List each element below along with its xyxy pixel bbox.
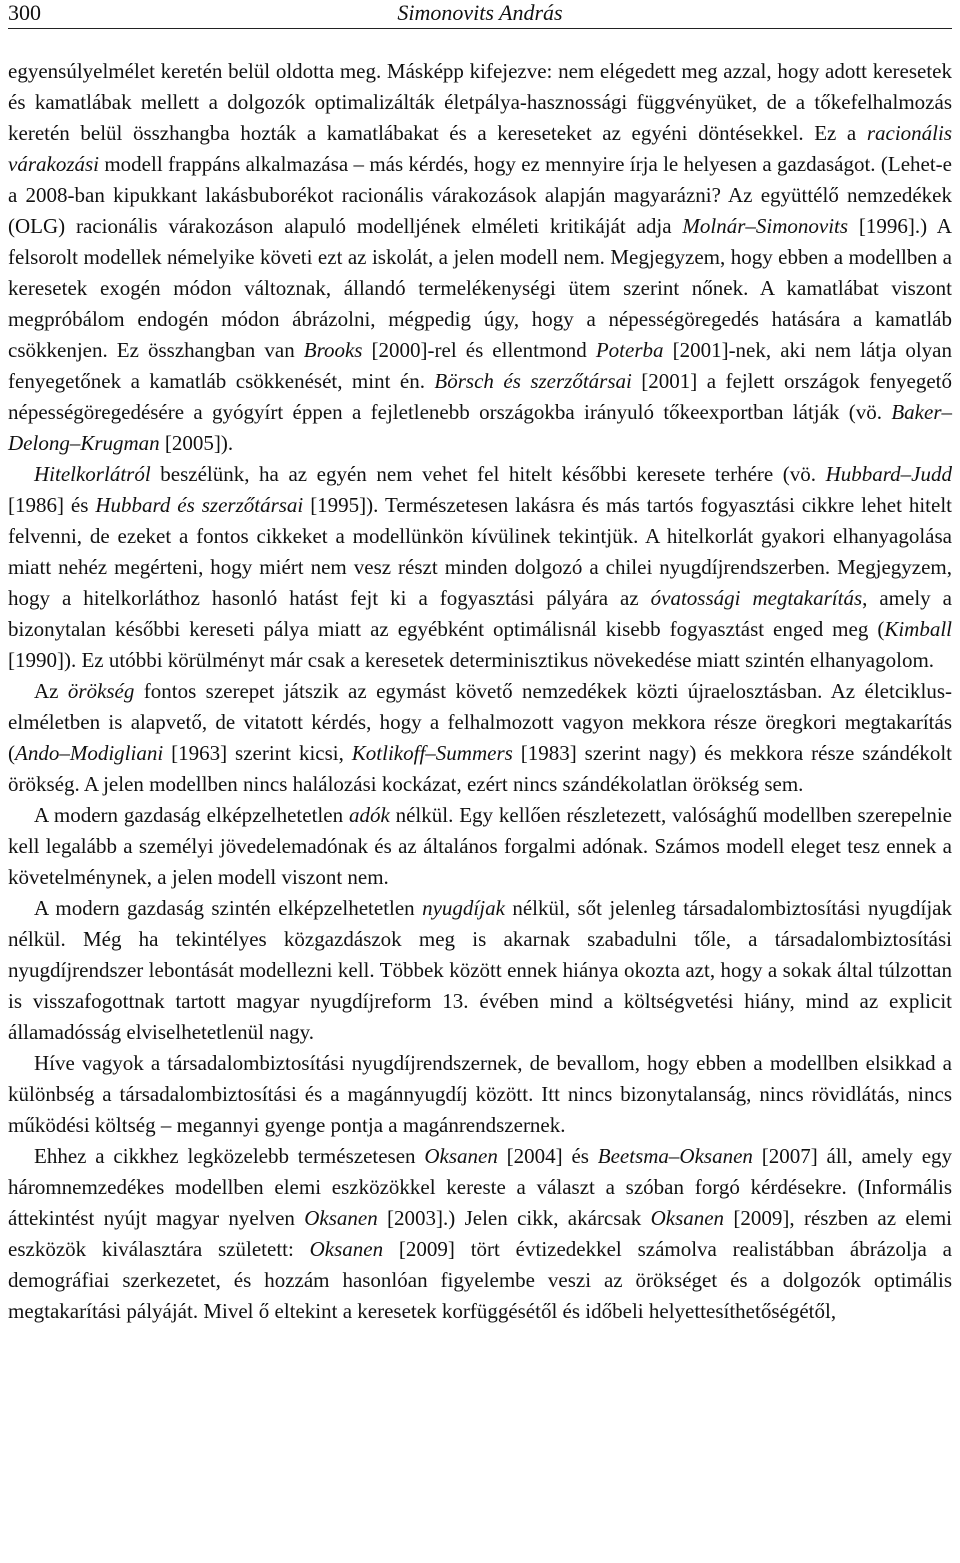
text-run: A modern gazdaság szintén elképzelhetetlen [34, 896, 423, 920]
italic-term: Oksanen [304, 1206, 378, 1230]
paragraph [8, 459, 952, 676]
text-run: fontos szerepet játszik az egymást követő nemzedékek közti újraelosztásban. Az életciklus-elméletben is alapvető, de vitatott kérdés, hogy a felhalmozott vagyon mekkora része öregkori megtakarítás ( [8, 679, 952, 765]
italic-term: örökség [67, 679, 135, 703]
italic-term: Hubbard és szerzőtársai [95, 493, 304, 517]
italic-term: Beetsma–Oksanen [597, 1144, 753, 1168]
page-number: 300 [8, 0, 41, 25]
italic-term: Ando–Modigliani [15, 741, 164, 765]
paragraph [8, 1048, 952, 1141]
italic-term: Börsch és szerzőtársai [434, 369, 632, 393]
italic-term: Oksanen [650, 1206, 725, 1230]
text-run: [2001]-nek, aki nem látja olyan fenyegetőnek a kamatláb csökkenését, mint én. [8, 338, 953, 393]
italic-term: Poterba [595, 338, 664, 362]
text-run: [1963] szerint kicsi, [163, 741, 352, 765]
italic-term: Oksanen [309, 1237, 384, 1261]
text-run: [2003].) Jelen cikk, akárcsak [377, 1206, 651, 1230]
paragraph [8, 893, 952, 1048]
italic-term: adók [348, 803, 390, 827]
text-run: , amely a bizonytalan későbbi kereseti pálya miatt az egyébként optimálisnál kisebb fogyasztást enged meg ( [8, 586, 952, 641]
running-head-author: Simonovits András [397, 0, 563, 25]
italic-term: Hitelkorlátról [34, 462, 151, 486]
paragraph-continuation [8, 56, 952, 459]
text-run: egyensúlyelmélet keretén belül oldotta meg. Másképp kifejezve: nem elégedett meg azzal, hogy adott keresetek és kamatlábak mellett a dolgozók optimalizálták életpálya-hasznossági függvényüket, de a tőkefelhalmozás keretén belül összhangba hozták a kamatlábakat és a kereseteket az egyéni döntésekkel. Ez a [8, 59, 952, 145]
article-body [8, 56, 952, 1327]
paragraph [8, 1141, 952, 1327]
paragraph [8, 676, 952, 800]
text-run: Híve vagyok a társadalombiztosítási nyugdíjrendszernek, de bevallom, hogy ebben a modellben elsikkad a különbség a társadalombiztosítási és a magánnyugdíj között. Itt nincs bizonytalanság, nincs rövidlátás, nincs működési költség – megannyi gyenge pontja a magánrendszernek. [8, 1051, 952, 1137]
text-run: [1986] és [8, 493, 96, 517]
text-run: [2004] és [497, 1144, 598, 1168]
italic-term: racionális várakozási [8, 121, 952, 176]
text-run: Ehhez a cikkhez legközelebb természetesen [34, 1144, 425, 1168]
text-run: beszélünk, ha az egyén nem vehet fel hitelt későbbi keresete terhére (vö. [150, 462, 826, 486]
text-run: A modern gazdaság elképzelhetetlen [34, 803, 349, 827]
text-run: [1996].) A felsorolt modellek némelyike követi ezt az iskolát, a jelen modell nem. Megjegyzem, hogy ebben a modellben a keresetek exogén módon változnak, állandó termelékenységi ütem szerint nőnek. A kamatlábat viszont megpróbálom endogén módon ábrázolni, mégpedig úgy, hogy a népességöregedés hatására a kamatláb csökkenjen. Ez összhangban van [8, 214, 952, 362]
text-run: [2001] a fejlett országok fenyegető népességöregedésére a gyógyírt éppen a fejletlenebb országokba irányuló tőkeexportban látják (vö. [8, 369, 952, 424]
italic-term: nyugdíjak [422, 896, 505, 920]
italic-term: óvatossági megtakarítás [650, 586, 863, 610]
text-run: modell frappáns alkalmazása – más kérdés, hogy ez mennyire írja le helyesen a gazdaságot. (Lehet-e a 2008-ban kipukkant lakásbuborékot racionális várakozások alapján magyarázni? Az együttélő nemzedékek (OLG) racionális várakozáson alapuló modelljének elméleti kritikáját adja [8, 152, 952, 238]
italic-term: Baker–Delong–Krugman [8, 400, 952, 455]
text-run: [2007] áll, amely egy háromnemzedékes modellben elemi eszközökkel kereste a választ a szóban forgó kérdésekre. (Informális áttekintést nyújt magyar nyelven [8, 1144, 953, 1230]
text-run: [1995]). Természetesen lakásra és más tartós fogyasztási cikkre lehet hitelt felvenni, de ezeket a fontos cikkeket a modellünkön kívülinek tekintjük. A hitelkorlát gyakori elhanyagolása miatt nehéz megérteni, hogy miért nem vesz részt minden dolgozó a chilei nyugdíjrendszerben. Megjegyzem, hogy a hitelkorláthoz hasonló hatást fejt ki a fogyasztási pályára az [8, 493, 952, 610]
text-run: [1990]). Ez utóbbi körülményt már csak a keresetek determinisztikus növekedése miatt szintén elhanyagolom. [8, 648, 935, 672]
paragraph [8, 800, 952, 893]
italic-term: Kimball [884, 617, 952, 641]
italic-term: Kotlikoff–Summers [351, 741, 513, 765]
italic-term: Oksanen [424, 1144, 498, 1168]
text-run: [2009], részben az elemi eszközök kiválasztára született: [8, 1206, 953, 1261]
text-run: Az [34, 679, 68, 703]
text-run: [1983] szerint nagy) és mekkora része szándékolt örökség. A jelen modellben nincs halálozási kockázat, ezért nincs szándékolatlan örökség sem. [8, 741, 953, 796]
text-run: nélkül, sőt jelenleg társadalombiztosítási nyugdíjak nélkül. Még ha tekintélyes közgazdászok meg is akarnak szabadulni tőle, a társadalombiztosítási nyugdíjrendszer lebontását modellezni kell. Többek között ennek hiánya okozta azt, hogy a sokak által túlzottan is visszafogottnak tartott magyar nyugdíjreform 13. évében mind a költségvetési hiány, mind az explicit államadósság elviselhetetlenül nagy. [8, 896, 953, 1044]
italic-term: Hubbard–Judd [825, 462, 952, 486]
text-run: [2000]-rel és ellentmond [362, 338, 596, 362]
page-header [8, 0, 952, 29]
text-run: nélkül. Egy kellően részletezett, valósághű modellben szerepelnie kell legalább a személyi jövedelemadónak és az általános forgalmi adónak. Számos modell eleget tesz ennek a követelménynek, a jelen modell viszont nem. [8, 803, 952, 889]
text-run: [2005]). [159, 431, 234, 455]
text-run: [2009] tört évtizedekkel számolva realistábban ábrázolja a demográfiai szerkezetet, és hozzám hasonlóan figyelembe veszi az örökséget és a dolgozók optimális megtakarítási pályáját. Mivel ő eltekint a keresetek korfüggésétől és időbeli helyettesíthetőségétől, [8, 1237, 952, 1323]
italic-term: Molnár–Simonovits [682, 214, 849, 238]
italic-term: Brooks [303, 338, 363, 362]
